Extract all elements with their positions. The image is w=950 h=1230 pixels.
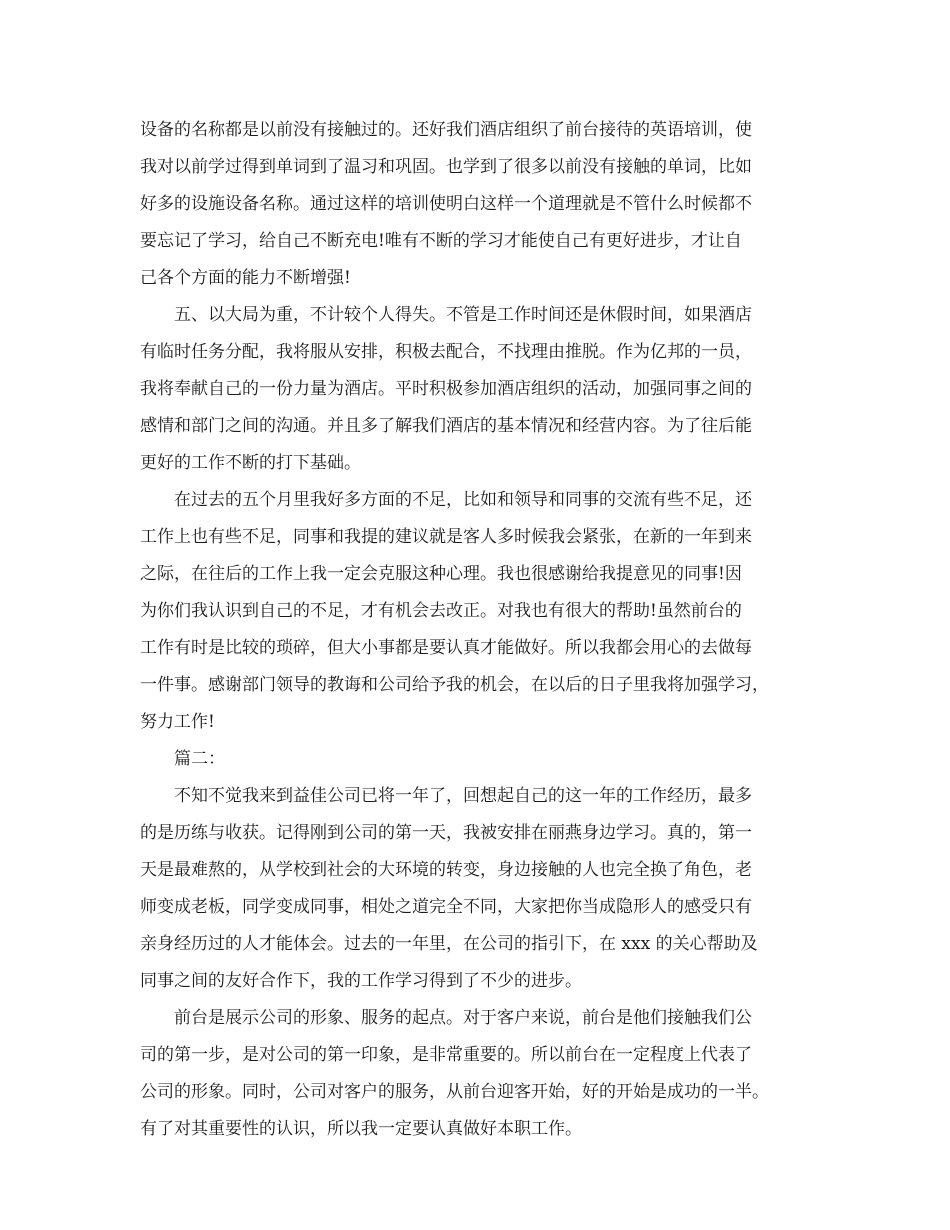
- text-line: 我将奉献自己的一份力量为酒店。平时积极参加酒店组织的活动，加强同事之间的: [140, 379, 752, 399]
- text-line: 公司的形象。同时，公司对客户的服务，从前台迎客开始，好的开始是成功的一半。: [140, 1082, 769, 1102]
- document-body: [140, 112, 830, 1148]
- text-line: 在过去的五个月里我好多方面的不足，比如和领导和同事的交流有些不足，还: [174, 490, 752, 510]
- text-line: 一件事。感谢部门领导的教诲和公司给予我的机会，在以后的日子里我将加强学习，: [140, 675, 769, 695]
- text-line: 工作上也有些不足，同事和我提的建议就是客人多时候我会紧张，在新的一年到来: [140, 527, 752, 547]
- text-line: 要忘记了学习，给自己不断充电!唯有不断的学习才能使自己有更好进步，才让自: [140, 231, 742, 251]
- text-line: 司的第一步，是对公司的第一印象，是非常重要的。所以前台在一定程度上代表了: [140, 1045, 752, 1065]
- text-line: 感情和部门之间的沟通。并且多了解我们酒店的基本情况和经营内容。为了往后能: [140, 416, 752, 436]
- text-line: 篇二：: [174, 749, 225, 769]
- text-line: 努力工作!: [140, 712, 215, 732]
- text-line: 前台是展示公司的形象、服务的起点。对于客户来说，前台是他们接触我们公: [174, 1008, 752, 1028]
- text-line: 五、以大局为重，不计较个人得失。不管是工作时间还是休假时间，如果酒店: [174, 305, 752, 325]
- text-line: 己各个方面的能力不断增强!: [140, 268, 351, 288]
- text-line: 同事之间的友好合作下，我的工作学习得到了不少的进步。: [140, 971, 582, 991]
- text-line: 有临时任务分配，我将服从安排，积极去配合，不找理由推脱。作为亿邦的一员，: [140, 342, 752, 362]
- text-line: 之际，在往后的工作上我一定会克服这种心理。我也很感谢给我提意见的同事!因: [140, 564, 742, 584]
- text-line: 不知不觉我来到益佳公司已将一年了，回想起自己的这一年的工作经历，最多: [174, 786, 752, 806]
- text-line: 有了对其重要性的认识，所以我一定要认真做好本职工作。: [140, 1119, 582, 1139]
- text-line: 亲身经历过的人才能体会。过去的一年里，在公司的指引下，在 xxx 的关心帮助及: [140, 934, 758, 954]
- text-line: 设备的名称都是以前没有接触过的。还好我们酒店组织了前台接待的英语培训，使: [140, 120, 752, 140]
- text-line: 我对以前学过得到单词到了温习和巩固。也学到了很多以前没有接触的单词，比如: [140, 157, 752, 177]
- text-line: 为你们我认识到自己的不足，才有机会去改正。对我也有很大的帮助!虽然前台的: [140, 601, 742, 621]
- text-line: 更好的工作不断的打下基础。: [140, 453, 361, 473]
- text-line: 工作有时是比较的琐碎，但大小事都是要认真才能做好。所以我都会用心的去做每: [140, 638, 752, 658]
- text-line: 的是历练与收获。记得刚到公司的第一天，我被安排在丽燕身边学习。真的，第一: [140, 823, 752, 843]
- text-line: 好多的设施设备名称。通过这样的培训使明白这样一个道理就是不管什么时候都不: [140, 194, 752, 214]
- text-line: 师变成老板，同学变成同事，相处之道完全不同，大家把你当成隐形人的感受只有: [140, 897, 752, 917]
- text-line: 天是最难熬的，从学校到社会的大环境的转变，身边接触的人也完全换了角色，老: [140, 860, 752, 880]
